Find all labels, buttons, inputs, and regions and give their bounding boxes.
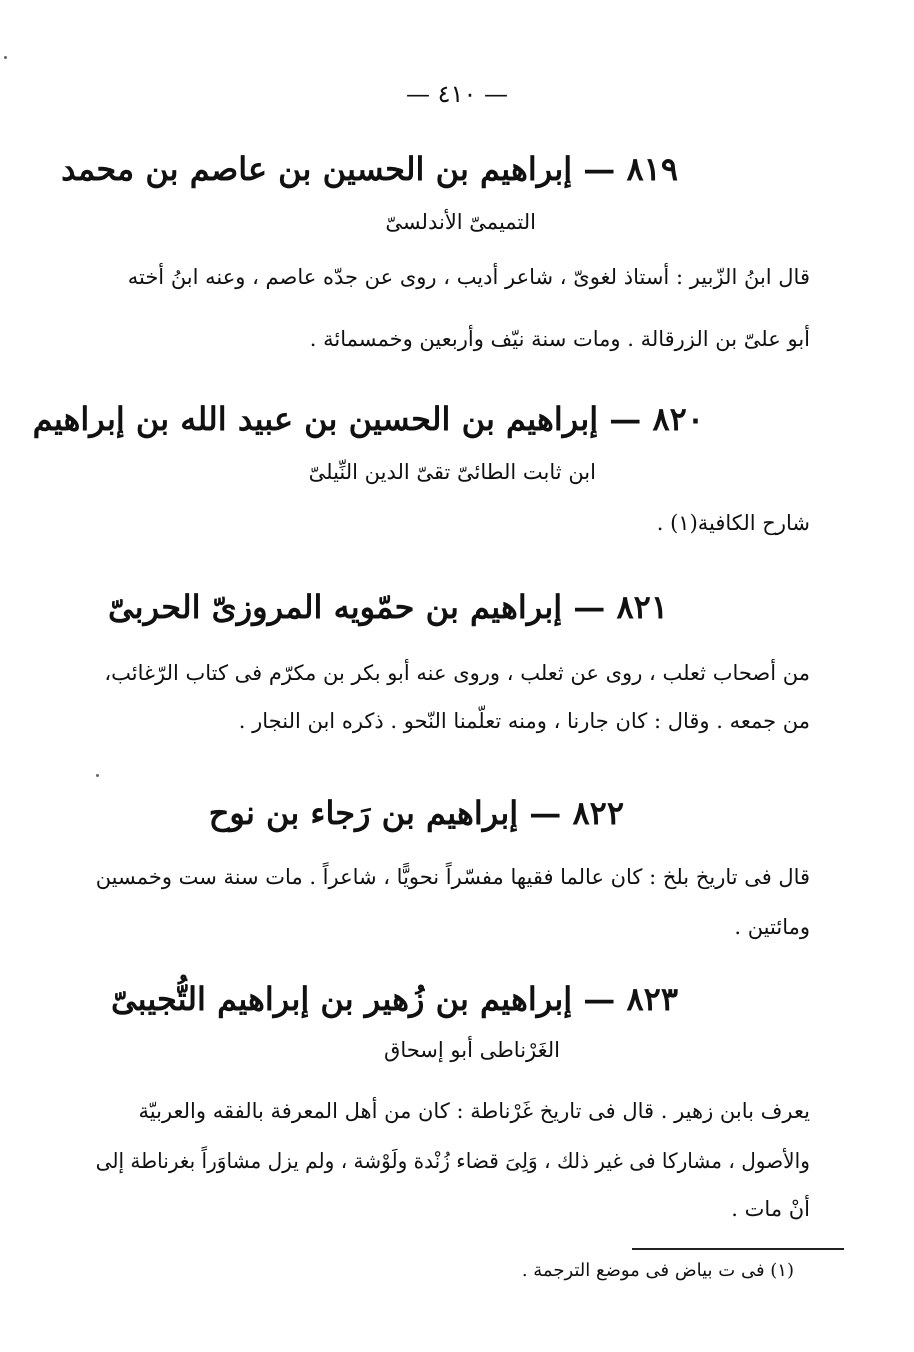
- footnote-divider: [632, 1248, 844, 1250]
- footnote: (١) فى ت بياض فى موضع الترجمة .: [521, 1260, 794, 1281]
- page-number: — ٤١٠ —: [406, 80, 508, 108]
- entry-823-subheading: الغَرْناطى أبو إسحاق: [384, 1038, 560, 1062]
- entry-820-line-1: شارح الكافية(١) .: [656, 511, 810, 535]
- entry-823-line-2: والأصول ، مشاركا فى غير ذلك ، وَلِىَ قضاء زُنْدة ولَوْشة ، ولم يزل مشاوَراً بغرناطة إلى: [95, 1149, 810, 1173]
- entry-823-heading: ٨٢٣ — إبراهيم بن زُهير بن إبراهيم التُّجيبىّ: [111, 980, 678, 1018]
- entry-820-heading: ٨٢٠ — إبراهيم بن الحسين بن عبيد الله بن إبراهيم: [32, 400, 704, 438]
- entry-821-line-1: من أصحاب ثعلب ، روى عن ثعلب ، وروى عنه أبو بكر بن مكرّم فى كتاب الرّغائب،: [104, 661, 810, 685]
- entry-822-heading: ٨٢٢ — إبراهيم بن رَجاء بن نوح: [208, 794, 624, 832]
- entry-819-line-1: قال ابنُ الزّبير : أستاذ لغوىّ ، شاعر أديب ، روى عن جدّه عاصم ، وعنه ابنُ أخته: [127, 265, 810, 289]
- scan-speck: [96, 774, 99, 777]
- entry-821-line-2: من جمعه . وقال : كان جارنا ، ومنه تعلّمنا النّحو . ذكره ابن النجار .: [238, 709, 810, 733]
- entry-819-heading: ٨١٩ — إبراهيم بن الحسين بن عاصم بن محمد: [61, 150, 678, 188]
- entry-823-line-3: أنْ مات .: [731, 1197, 810, 1221]
- scan-speck: [4, 56, 7, 59]
- entry-819-subheading: التميمىّ الأندلسىّ: [385, 210, 536, 234]
- entry-822-line-2: ومائتين .: [734, 915, 810, 939]
- entry-820-subheading: ابن ثابت الطائىّ تقىّ الدين النِّيلىّ: [308, 460, 596, 484]
- entry-822-line-1: قال فى تاريخ بلخ : كان عالما فقيها مفسّراً نحويًّا ، شاعراً . مات سنة ست وخمسين: [95, 865, 810, 889]
- entry-823-line-1: يعرف بابن زهير . قال فى تاريخ غَرْناطة : كان من أهل المعرفة بالفقه والعربيّة: [138, 1099, 810, 1123]
- entry-819-line-2: أبو علىّ بن الزرقالة . ومات سنة نيّف وأربعين وخمسمائة .: [309, 327, 810, 351]
- entry-821-heading: ٨٢١ — إبراهيم بن حمّويه المروزىّ الحربىّ: [108, 588, 668, 626]
